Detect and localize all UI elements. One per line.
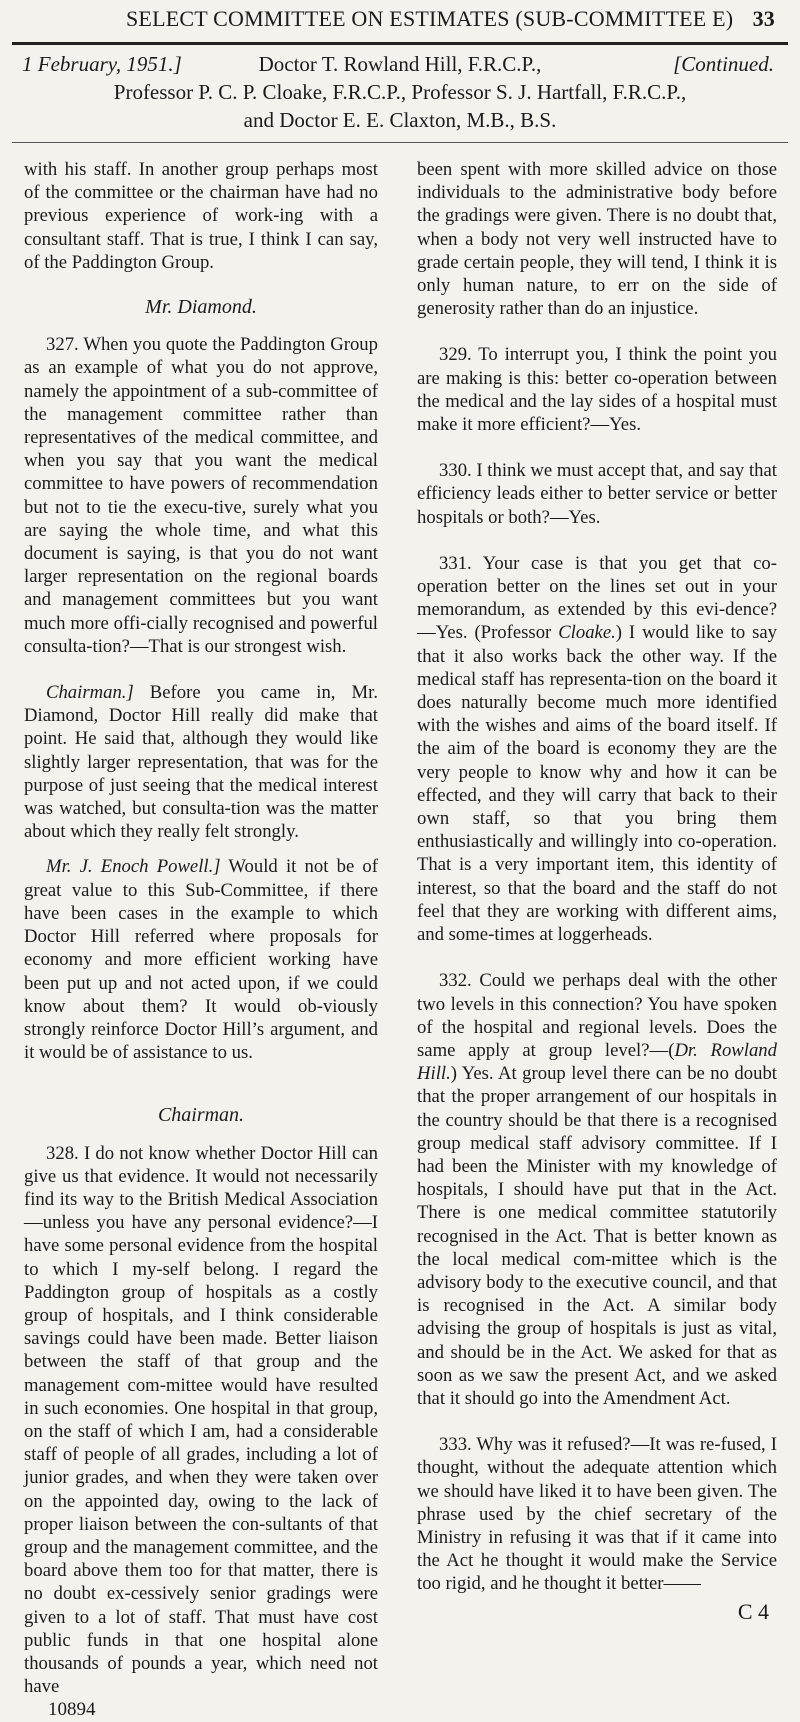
right-column <box>417 158 777 1623</box>
question-331-text-a: 331. Your case is that you get that co-operation better on the lines set out in your memorandum, as extended by this evi-dence?—Yes. (Professor <box>417 552 777 644</box>
speaker-hill-inline: Dr. Rowland Hill. <box>417 1039 777 1085</box>
question-329: 329. To interrupt you, I think the point you are making is this: better co-operation between the medical and the lay sides of a hospital must make it more efficient?—Yes. <box>417 344 777 436</box>
speaker-chairman: Chairman. <box>157 1104 245 1127</box>
print-signature: 10894 <box>48 1699 96 1721</box>
witnesses-line-1: Doctor T. Rowland Hill, F.R.C.P., <box>258 52 542 76</box>
question-333: 333. Why was it refused?—It was re-fused, I thought, without the adequate attention which we should have liked it to have been given. The phrase used by the chief secretary of the Ministry in refusing it was that if it came into the Act he thought it would make the Service too rigid, and he thought it better—— <box>417 1434 777 1595</box>
hearing-rule <box>12 142 788 143</box>
question-330: 330. I think we must accept that, and say that efficiency leads either to better service or better hospitals or both?—Yes. <box>417 460 777 528</box>
paragraph-continued: been spent with more skilled advice on those individuals to the administrative body before the gradings were given. There is no doubt that, when a body not very well instructed have to grade certain people, they will tend, I think it is only human nature, to err on the side of generosity rather than do an injustice. <box>417 159 777 320</box>
sheet-mark: C 4 <box>737 1598 769 1624</box>
continued-label: [Continued. <box>673 52 774 76</box>
page-number: 33 <box>752 6 775 31</box>
header-rule <box>12 42 788 45</box>
speaker-diamond: Mr. Diamond. <box>145 296 257 319</box>
question-332 <box>417 969 777 1410</box>
question-332-text-a: 332. Could we perhaps deal with the other two levels in this connection? You have spoken of the hospital and regional levels. Does the same apply at group level?—( <box>417 970 777 1061</box>
question-331-text-b: ) I would like to say that it also works back the other way. If the medical staff has representa-tion on the board it does naturally become much more identified with the wishes and aims of the board itself. If the aim of the board is economy they are the very people to know why and how it can be effected, and they will carry that back to their own staff, so that you bring them enthusiastically and willingly into co-operation. That is a very important item, this identity of interest, so that the board and the staff do not feel that they are working with different aims, and some-times at loggerheads. <box>417 622 777 946</box>
left-column <box>24 158 378 1722</box>
witnesses-line-2: Professor P. C. P. Cloake, F.R.C.P., Professor S. J. Hartfall, F.R.C.P., <box>113 80 687 104</box>
question-332-text-b: ) Yes. At group level there can be no doubt that the proper arrangement of our hospitals in the country should be that there is a recognised group medical staff advisory committee. If I had been the Minister with my knowledge of hospitals, I should have put that in the Act. There is one medical committee statutorily recognised in the Act. That is better known as the local medical com-mittee which is the advisory body to the executive council, and that is recognised in the Act. A similar body advising the group of hospitals is just as vital, and should be in the Act. We asked for that as soon as we saw the present Act, and we asked that it should go into the Amendment Act. <box>417 1063 777 1409</box>
question-327: 327. When you quote the Paddington Group as an example of what you do not approve, namely the appointment of a sub-committee of the management committee rather than representatives of the medical committee, and when you say that you want the medical committee to have powers of recommendation but not to tie the execu-tive, surely what you are saying the whole time, and what this document is saying, is that you do not want larger representation on the regional boards and management committees but you want much more offi-cially recognised and powerful consulta-tion?—That is our strongest wish. <box>24 334 378 657</box>
question-328: 328. I do not know whether Doctor Hill can give us that evidence. It would not necessarily find its way to the British Medical Association—unless you have any personal evidence?—I have some personal evidence from the hospital to which I my-self belong. I regard the Paddington group of hospitals as a costly group of hospitals, and I think considerable savings could have been made. Better liaison between the staff of that group and the management com-mittee would have resulted in such economies. One hospital in that group, on the staff of which I am, had a considerable staff of people of all grades, including a lot of junior grades, and when they were taken over on the appointed day, owing to the lack of proper liaison between the con-sultants of that group and the management committee, and the board above them too for that matter, there is no doubt ex-cessively senior gradings were given to a lot of staff. That must have cost public funds in that one hospital alone thousands of pounds a year, which need not have <box>24 1142 378 1698</box>
powell-remark-text: Would it not be of great value to this Sub-Committee, if there have been cases in the example to which Doctor Hill referred where proposals for economy and more efficient working have been put up and not acted upon, if we could know about them? It would ob-viously strongly reinforce Doctor Hill’s argument, and it would be of assistance to us. <box>24 856 378 1064</box>
hearing-header <box>0 50 800 140</box>
question-331 <box>417 552 777 946</box>
speaker-chairman-inline: Chairman.] <box>46 682 134 704</box>
running-head-title: SELECT COMMITTEE ON ESTIMATES (SUB-COMMITTEE E) <box>126 6 734 31</box>
paragraph-opening: with his staff. In another group perhaps most of the committee or the chairman have had no previous experience of work-ing with a consultant staff. That is true, I think I can say, of the Paddington Group. <box>24 159 378 273</box>
powell-remark <box>24 855 378 1064</box>
speaker-powell-inline: Mr. J. Enoch Powell.] <box>46 856 221 878</box>
chairman-remark-text: Before you came in, Mr. Diamond, Doctor Hill really did make that point. He said that, although they would like slightly larger representation, that was for the purpose of just seeing that the medical interest was watched, but consulta-tion was the matter about which they really felt strongly. <box>24 682 378 843</box>
hearing-date: 1 February, 1951.] <box>22 52 182 76</box>
speaker-cloake-inline: Cloake. <box>558 622 616 644</box>
chairman-remark <box>24 681 378 843</box>
witnesses-line-3: and Doctor E. E. Claxton, M.B., B.S. <box>243 108 557 132</box>
